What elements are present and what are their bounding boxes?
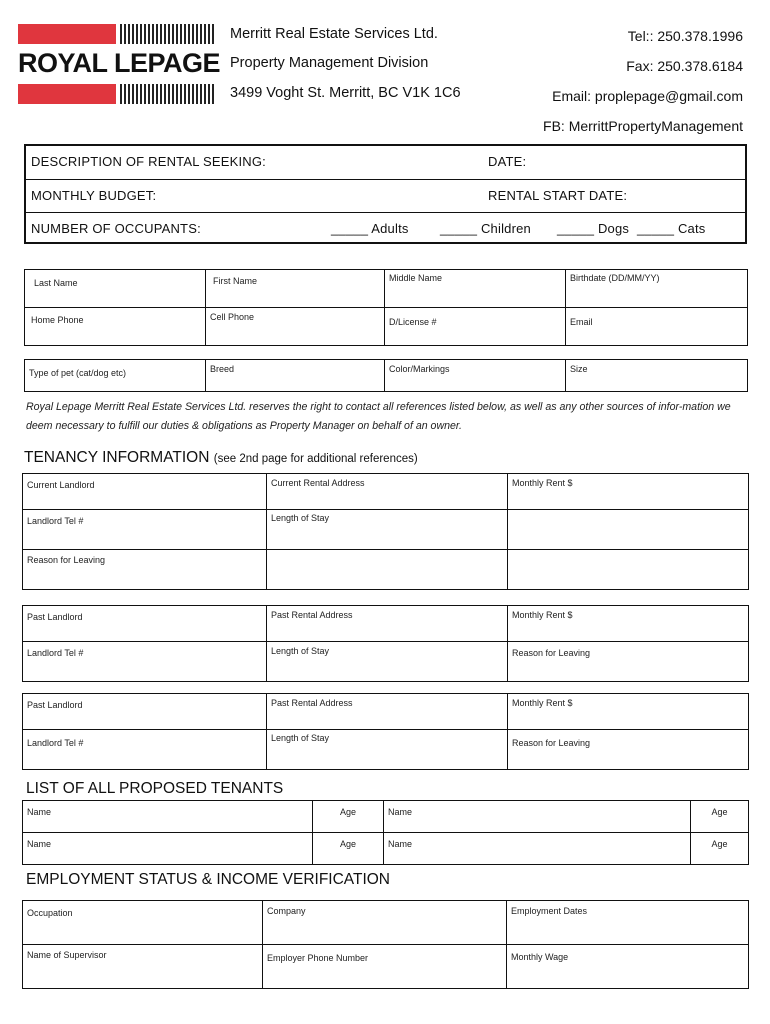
logo-red-bar-top	[18, 24, 116, 44]
tenant-1-name[interactable]: Name	[23, 801, 313, 833]
monthly-wage-field[interactable]: Monthly Wage	[507, 945, 749, 989]
first-name-field[interactable]: First Name	[206, 270, 385, 308]
budget-label: MONTHLY BUDGET:	[31, 188, 157, 203]
company-facebook: FB: MerrittPropertyManagement	[543, 118, 743, 134]
occupants-label: NUMBER OF OCCUPANTS:	[31, 221, 201, 236]
employment-table	[22, 900, 749, 989]
current-reason-field[interactable]: Reason for Leaving	[23, 550, 267, 590]
past2-stay-field[interactable]: Length of Stay	[267, 730, 508, 770]
pet-size-field[interactable]: Size	[566, 360, 748, 392]
past1-address-field[interactable]: Past Rental Address	[267, 606, 508, 642]
past1-reason-field[interactable]: Reason for Leaving	[508, 642, 749, 682]
employment-title: EMPLOYMENT STATUS & INCOME VERIFICATION	[26, 871, 391, 888]
past1-stay-field[interactable]: Length of Stay	[267, 642, 508, 682]
company-fax: Fax: 250.378.6184	[626, 58, 743, 74]
tenant-2-age[interactable]: Age	[691, 801, 749, 833]
dogs-field[interactable]: _____ Dogs	[557, 221, 630, 236]
past2-landlord-field[interactable]: Past Landlord	[23, 694, 267, 730]
pet-color-field[interactable]: Color/Markings	[385, 360, 566, 392]
company-division: Property Management Division	[230, 55, 429, 71]
past-tenancy-table-2	[22, 693, 749, 770]
past1-rent-field[interactable]: Monthly Rent $	[508, 606, 749, 642]
email-field[interactable]: Email	[566, 308, 748, 346]
past2-landlord-tel-field[interactable]: Landlord Tel #	[23, 730, 267, 770]
current-landlord-field[interactable]: Current Landlord	[23, 474, 267, 510]
tenancy-subtitle: (see 2nd page for additional references)	[213, 453, 418, 465]
middle-name-field[interactable]: Middle Name	[385, 270, 566, 308]
company-name: Merritt Real Estate Services Ltd.	[230, 26, 438, 42]
company-address: 3499 Voght St. Merritt, BC V1K 1C6	[230, 85, 461, 101]
tenant-4-name[interactable]: Name	[384, 833, 691, 865]
reference-notice: Royal Lepage Merritt Real Estate Services Ltd. reserves the right to contact all references listed below, as well as any other sources of infor-mation we deem necessary to fulfill our duties & obligations as Property Manager on behalf of an owner.	[26, 401, 731, 432]
company-logo: ROYAL LEPAGE	[18, 48, 221, 78]
past1-landlord-tel-field[interactable]: Landlord Tel #	[23, 642, 267, 682]
current-stay-field[interactable]: Length of Stay	[267, 510, 508, 550]
pet-type-field[interactable]: Type of pet (cat/dog etc)	[25, 360, 206, 392]
occupation-field[interactable]: Occupation	[23, 901, 263, 945]
cell-phone-field[interactable]: Cell Phone	[206, 308, 385, 346]
current-rent-field[interactable]: Monthly Rent $	[508, 474, 749, 510]
logo-barcode-bottom	[120, 84, 216, 104]
license-field[interactable]: D/License #	[385, 308, 566, 346]
tenants-title: LIST OF ALL PROPOSED TENANTS	[26, 780, 284, 797]
rental-row-budget	[26, 179, 745, 213]
past2-address-field[interactable]: Past Rental Address	[267, 694, 508, 730]
tenants-table	[22, 800, 749, 865]
cats-field[interactable]: _____ Cats	[637, 221, 706, 236]
company-field[interactable]: Company	[263, 901, 507, 945]
tenant-1-age[interactable]: Age	[313, 801, 384, 833]
employment-dates-field[interactable]: Employment Dates	[507, 901, 749, 945]
current-address-field[interactable]: Current Rental Address	[267, 474, 508, 510]
company-email: Email: proplepage@gmail.com	[552, 88, 743, 104]
home-phone-field[interactable]: Home Phone	[25, 308, 206, 346]
date-label: DATE:	[488, 154, 527, 169]
employer-phone-field[interactable]: Employer Phone Number	[263, 945, 507, 989]
rental-row-occupants	[26, 212, 745, 246]
current-tenancy-table	[22, 473, 749, 590]
logo-red-bar-bottom	[18, 84, 116, 104]
company-tel: Tel:: 250.378.1996	[627, 28, 743, 44]
current-blank-1[interactable]	[267, 550, 508, 590]
rental-row-description	[26, 146, 745, 179]
start-date-label: RENTAL START DATE:	[488, 188, 628, 203]
tenant-4-age[interactable]: Age	[691, 833, 749, 865]
past-tenancy-table-1	[22, 605, 749, 682]
past1-landlord-field[interactable]: Past Landlord	[23, 606, 267, 642]
past2-reason-field[interactable]: Reason for Leaving	[508, 730, 749, 770]
supervisor-field[interactable]: Name of Supervisor	[23, 945, 263, 989]
birthdate-field[interactable]: Birthdate (DD/MM/YY)	[566, 270, 748, 308]
children-field[interactable]: _____ Children	[440, 221, 531, 236]
logo-barcode-top	[120, 24, 216, 44]
tenant-3-age[interactable]: Age	[313, 833, 384, 865]
adults-field[interactable]: _____ Adults	[331, 221, 409, 236]
tenancy-title: TENANCY INFORMATION (see 2nd page for additional references)	[24, 449, 418, 466]
past2-rent-field[interactable]: Monthly Rent $	[508, 694, 749, 730]
current-extra-field[interactable]	[508, 510, 749, 550]
pet-table	[24, 359, 748, 392]
applicant-table	[24, 269, 748, 346]
tenant-2-name[interactable]: Name	[384, 801, 691, 833]
current-landlord-tel-field[interactable]: Landlord Tel #	[23, 510, 267, 550]
pet-breed-field[interactable]: Breed	[206, 360, 385, 392]
rental-seeking-box	[24, 144, 747, 244]
current-blank-2[interactable]	[508, 550, 749, 590]
tenant-3-name[interactable]: Name	[23, 833, 313, 865]
description-label: DESCRIPTION OF RENTAL SEEKING:	[31, 154, 266, 169]
last-name-field[interactable]: Last Name	[25, 270, 206, 308]
